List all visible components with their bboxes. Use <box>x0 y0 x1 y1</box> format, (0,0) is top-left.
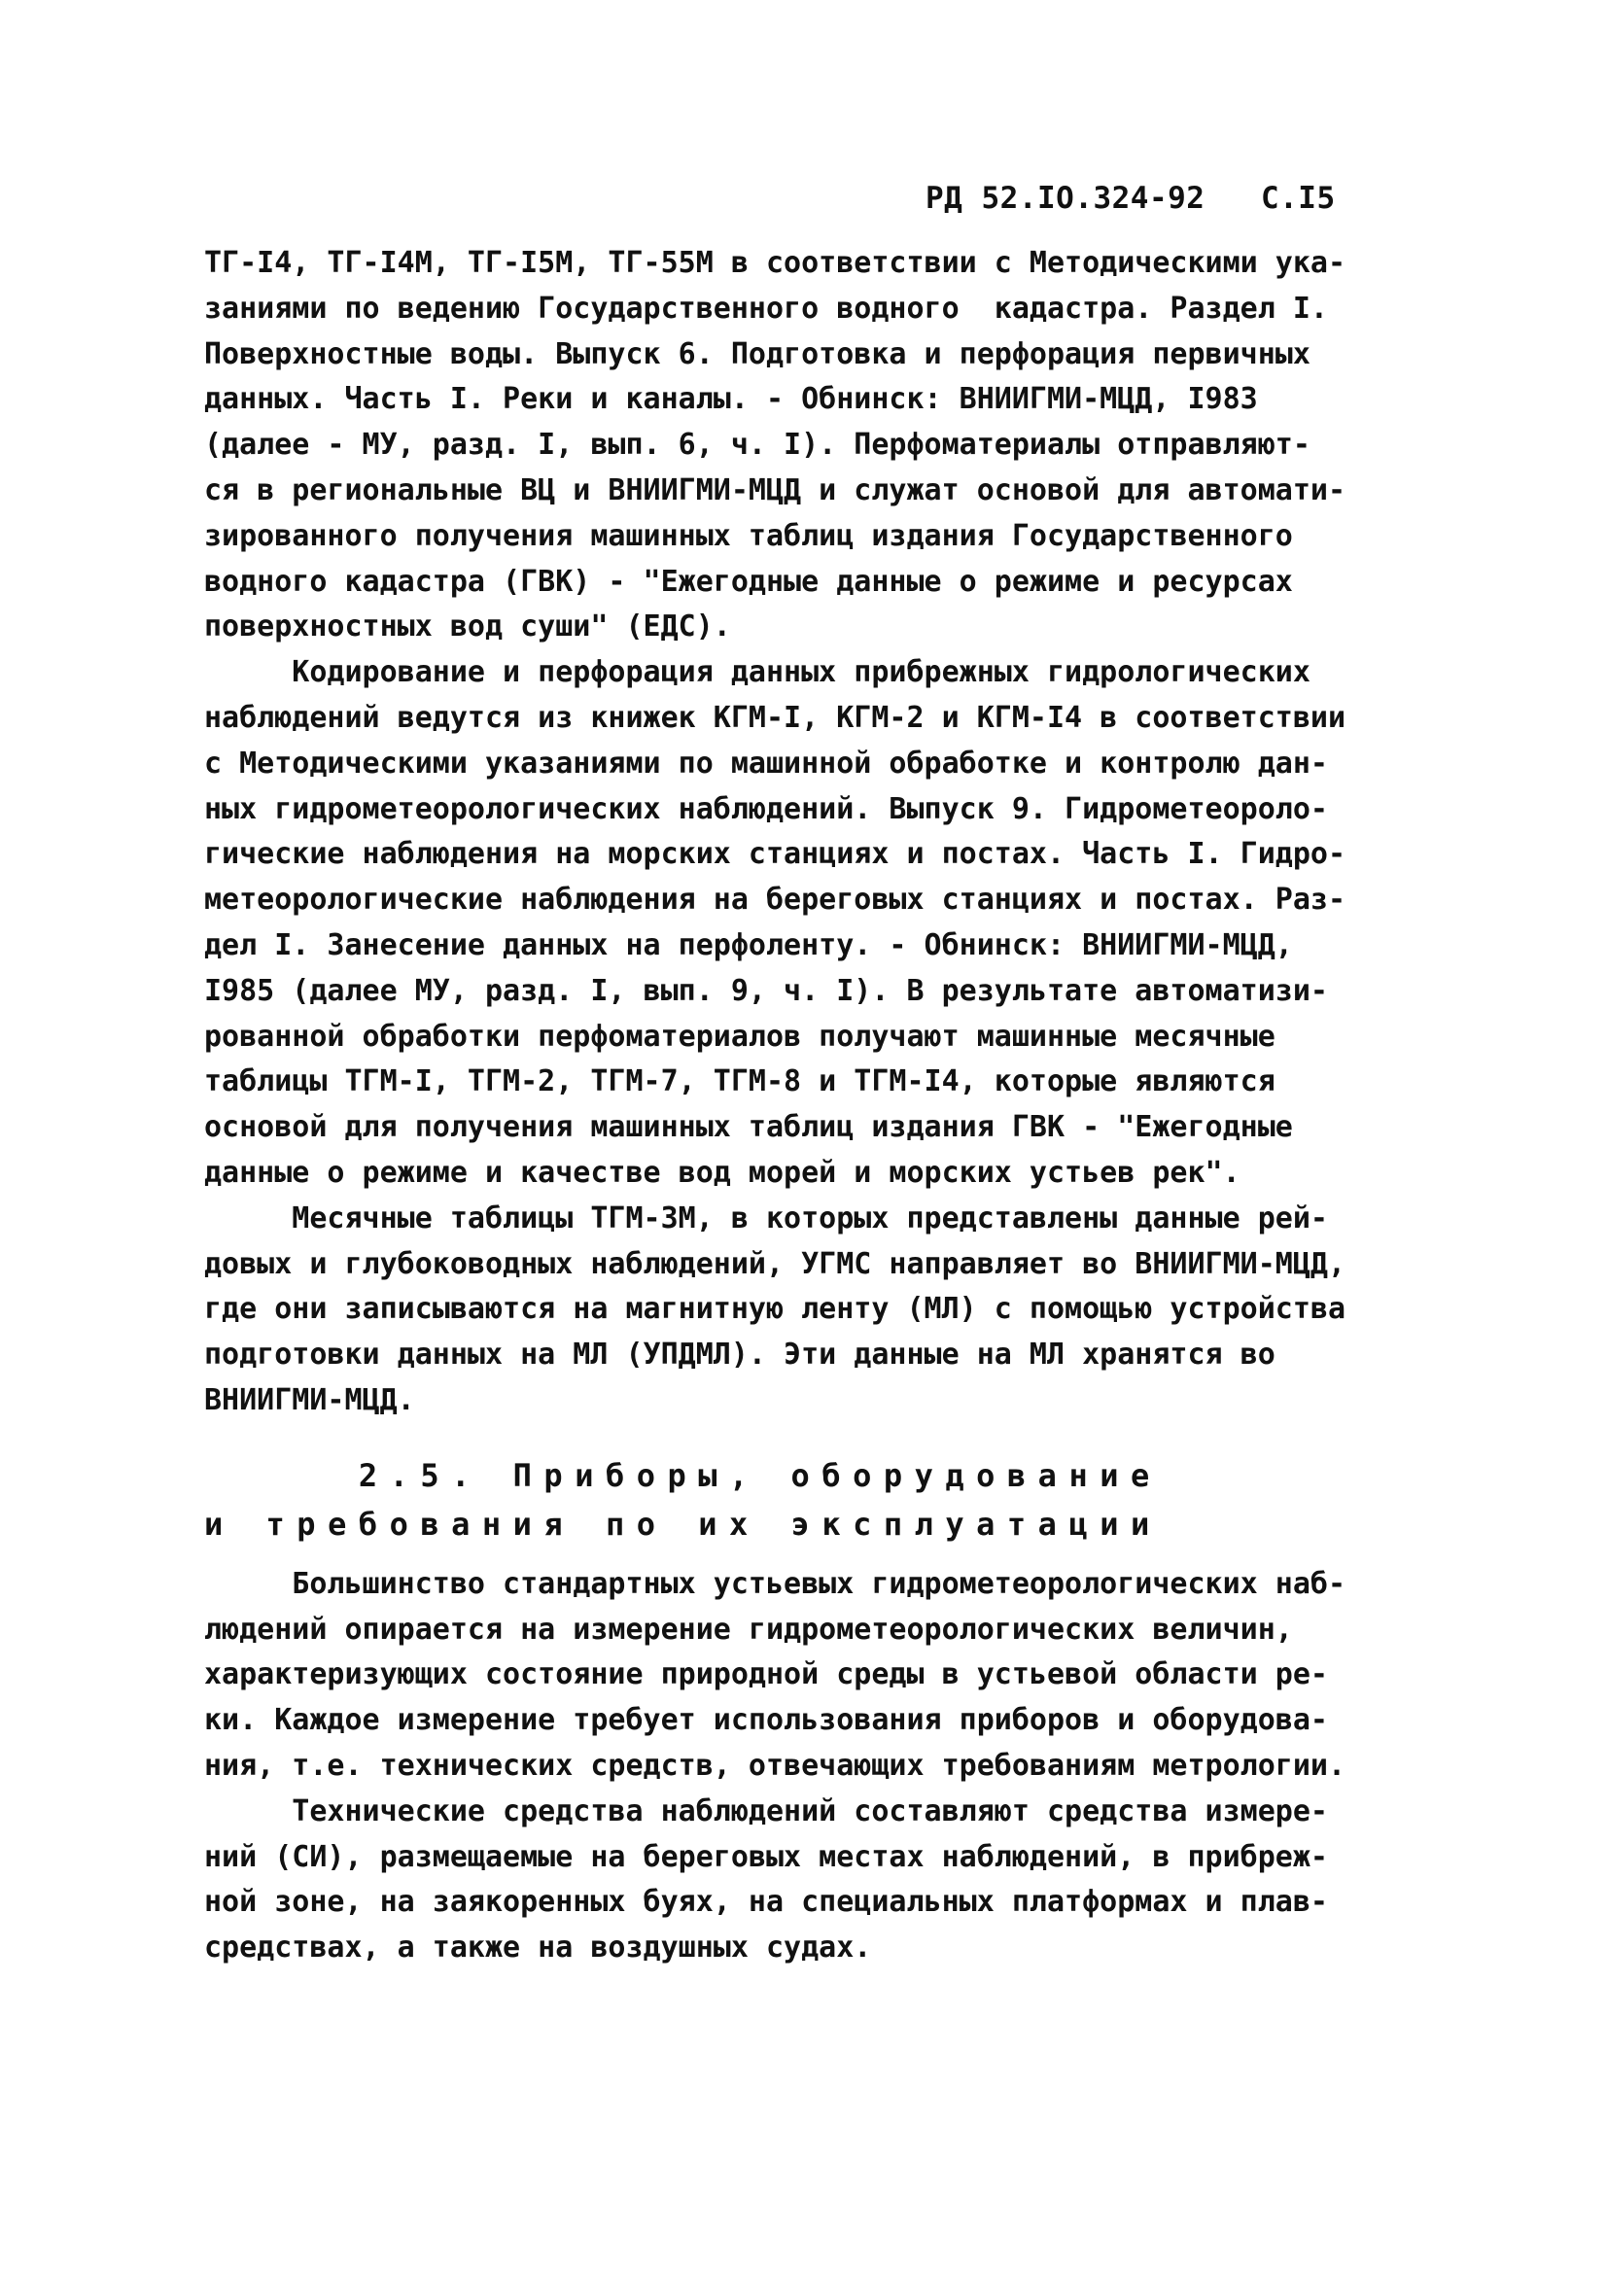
text-line: I985 (далее МУ, разд. I, вып. 9, ч. I). В результате автоматизи- <box>204 973 1328 1008</box>
page-header <box>926 181 1364 216</box>
text-line: где они записываются на магнитную ленту (МЛ) с помощью устройства <box>204 1292 1345 1327</box>
text-line: Месячные таблицы ТГМ-3М, в которых представлены данные рей- <box>204 1200 1328 1235</box>
text-line: ния, т.е. технических средств, отвечающих требованиям метрологии. <box>204 1748 1345 1783</box>
text-line: поверхностных вод суши" (ЕДС). <box>204 609 731 644</box>
document-code: РД 52.IO.324-92 <box>926 181 1205 216</box>
text-line: ки. Каждое измерение требует использования приборов и оборудова- <box>204 1703 1328 1738</box>
text-line: зированного получения машинных таблиц издания Государственного <box>204 518 1293 553</box>
text-line: метеорологические наблюдения на береговых станциях и постах. Раз- <box>204 883 1345 918</box>
text-line: водного кадастра (ГВК) - "Ежегодные данные о режиме и ресурсах <box>204 564 1293 599</box>
text-line: Поверхностные воды. Выпуск 6. Подготовка и перфорация первичных <box>204 336 1310 371</box>
text-line: подготовки данных на МЛ (УПДМЛ). Эти данные на МЛ хранятся во <box>204 1338 1275 1373</box>
text-line: довых и глубоководных наблюдений, УГМС направляет во ВНИИГМИ-МЦД, <box>204 1246 1345 1281</box>
text-line: людений опирается на измерение гидрометеорологических величин, <box>204 1612 1293 1647</box>
text-line: данных. Часть I. Реки и каналы. - Обнинск: ВНИИГМИ-МЦД, I983 <box>204 382 1258 417</box>
text-line: основой для получения машинных таблиц издания ГВК - "Ежегодные <box>204 1110 1293 1145</box>
text-line: Большинство стандартных устьевых гидрометеорологических наб- <box>204 1566 1345 1601</box>
text-line: данные о режиме и качестве вод морей и морских устьев рек". <box>204 1155 1240 1190</box>
text-line: ТГ-I4, ТГ-I4М, ТГ-I5М, ТГ-55М в соответствии с Методическими ука- <box>204 246 1345 280</box>
text-line: средствах, а также на воздушных судах. <box>204 1931 872 1966</box>
paragraph-1 <box>204 241 1419 650</box>
section-title-line-1: 2.5. Приборы, оборудование <box>204 1456 1162 1494</box>
text-line: ний (СИ), размещаемые на береговых местах наблюдений, в прибреж- <box>204 1839 1328 1874</box>
text-line: рованной обработки перфоматериалов получают машинные месячные <box>204 1019 1275 1054</box>
paragraph-2 <box>204 650 1419 1197</box>
text-line: характеризующих состояние природной среды в устьевой области ре- <box>204 1657 1328 1692</box>
text-line: дел I. Занесение данных на перфоленту. - Обнинск: ВНИИГМИ-МЦД, <box>204 927 1293 962</box>
text-line: с Методическими указаниями по машинной обработке и контролю дан- <box>204 746 1328 781</box>
text-line: ной зоне, на заякоренных буях, на специальных платформах и плав- <box>204 1885 1328 1920</box>
page-number: С.I5 <box>1260 181 1336 216</box>
text-line: Кодирование и перфорация данных прибрежных гидрологических <box>204 655 1310 690</box>
section-heading <box>204 1451 1419 1548</box>
text-line: Технические средства наблюдений составляют средства измере- <box>204 1793 1328 1828</box>
text-line: ся в региональные ВЦ и ВНИИГМИ-МЦД и служат основой для автомати- <box>204 472 1345 507</box>
text-line: (далее - МУ, разд. I, вып. 6, ч. I). Перфоматериалы отправляют- <box>204 428 1310 463</box>
text-line: гические наблюдения на морских станциях и постах. Часть I. Гидро- <box>204 837 1345 872</box>
paragraph-4 <box>204 1562 1419 1790</box>
text-line: таблицы ТГМ-I, ТГМ-2, ТГМ-7, ТГМ-8 и ТГМ-I4, которые являются <box>204 1064 1275 1099</box>
paragraph-5 <box>204 1790 1419 1971</box>
paragraph-3 <box>204 1197 1419 1424</box>
text-line: наблюдений ведутся из книжек КГМ-I, КГМ-2 и КГМ-I4 в соответствии <box>204 700 1345 735</box>
text-line: ВНИИГМИ-МЦД. <box>204 1382 415 1417</box>
section-title-line-2: и требования по их эксплуатации <box>204 1505 1162 1543</box>
text-line: заниями по ведению Государственного водного кадастра. Раздел I. <box>204 291 1328 326</box>
text-line: ных гидрометеорологических наблюдений. Выпуск 9. Гидрометеороло- <box>204 791 1328 826</box>
document-body <box>204 241 1419 1971</box>
